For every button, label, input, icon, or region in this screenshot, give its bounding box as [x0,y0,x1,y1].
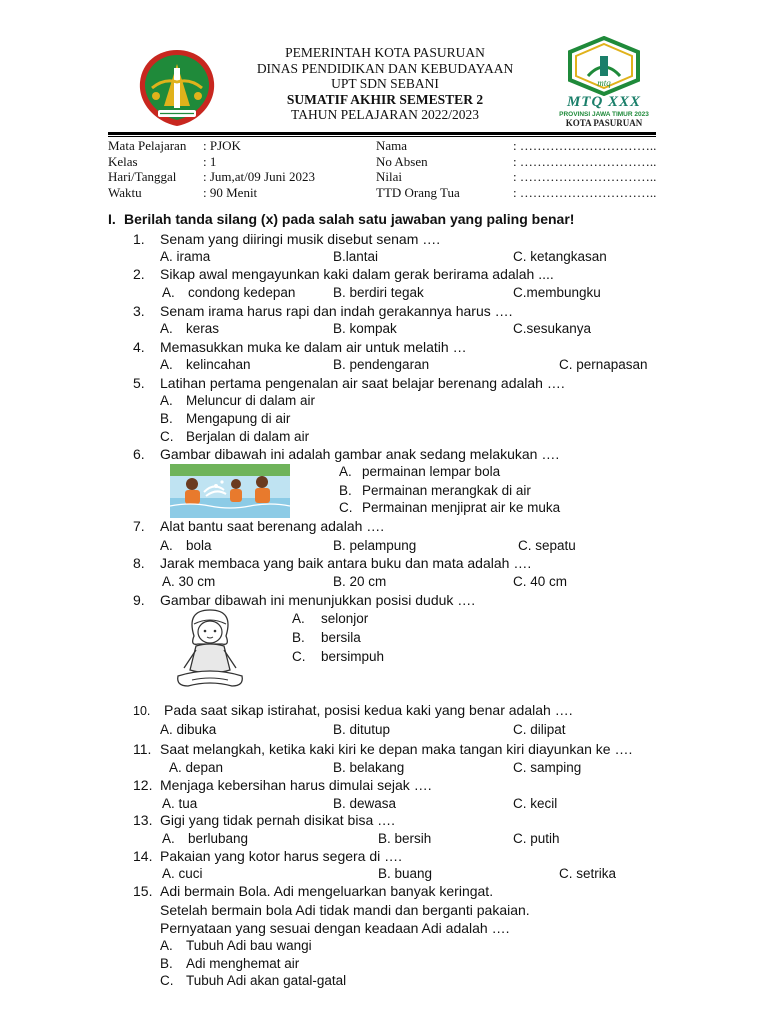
ident-label: Kelas [108,153,138,169]
option-b[interactable]: B. pendengaran [333,357,430,372]
option-a[interactable]: A. Meluncur di dalam air [160,393,316,408]
option-a[interactable]: A. keras [160,321,220,336]
option-a[interactable]: A. condong kedepan [162,285,296,300]
option-c[interactable]: C. ketangkasan [513,249,607,264]
option-a[interactable]: A. permainan lempar bola [339,464,501,479]
option-a[interactable]: A. depan [169,760,224,775]
option-b[interactable]: B.lantai [333,249,379,264]
identity-left [108,138,315,200]
ident-label: No Absen [376,153,428,169]
question-6: 6. Gambar dibawah ini adalah gambar anak sedang melakukan …. [133,446,560,462]
option-c[interactable]: C.sesukanya [513,321,592,336]
question-8: 8. Jarak membaca yang baik antara buku dan mata adalah …. [133,555,532,571]
question-7: 7. Alat bantu saat berenang adalah …. [133,518,385,534]
option-c[interactable]: C. samping [513,760,582,775]
option-c[interactable]: C. Permainan menjiprat air ke muka [339,500,561,515]
option-a[interactable]: A. bola [160,538,212,553]
question-12: 12. Menjaga kebersihan harus dimulai sejak …. [133,777,432,793]
instruction-text: Berilah tanda silang (x) pada salah satu jawaban yang paling benar! [124,211,575,227]
children-splashing-water-illustration-icon [170,464,290,518]
option-b[interactable]: B. buang [378,866,433,881]
option-b[interactable]: B. dewasa [333,796,397,811]
option-c[interactable]: C. bersimpuh [292,649,385,664]
question-4: 4. Memasukkan muka ke dalam air untuk melatih … [133,339,467,355]
option-b[interactable]: B. belakang [333,760,405,775]
ident-label: TTD Orang Tua [376,184,460,200]
mtq-subtitle-city: KOTA PASURUAN [565,118,643,128]
option-b[interactable]: B. bersila [292,630,361,645]
question-15-context: Setelah bermain bola Adi tidak mandi dan berganti pakaian. [160,902,530,918]
option-c[interactable]: C. putih [513,831,560,846]
option-c[interactable]: C. setrika [559,866,617,881]
mtq-mark: mtq [597,78,611,88]
question-1: 1. Senam yang diiringi musik disebut senam …. [133,231,441,247]
option-a[interactable]: A. tua [162,796,198,811]
option-c[interactable]: C. pernapasan [559,357,648,372]
question-11: 11. Saat melangkah, ketika kaki kiri ke depan maka tangan kiri diayunkan ke …. [133,741,633,757]
section-number: I. [108,211,116,227]
question-3: 3. Senam irama harus rapi dan indah gerakannya harus …. [133,303,513,319]
header-line-school: UPT SDN SEBANI [331,76,439,91]
option-b[interactable]: B. Adi menghemat air [160,956,300,971]
option-b[interactable]: B. Mengapung di air [160,411,291,426]
mtq-logo [548,36,660,128]
ident-label: Nilai [376,169,402,184]
option-c[interactable]: C. dilipat [513,722,566,737]
option-b[interactable]: B. berdiri tegak [333,285,424,300]
question-5: 5. Latihan pertama pengenalan air saat belajar berenang adalah …. [133,375,565,391]
option-c[interactable]: C. sepatu [518,538,576,553]
question-10: 10. Pada saat sikap istirahat, posisi kedua kaki yang benar adalah …. [133,702,573,718]
ident-label: Mata Pelajaran [108,138,187,153]
question-14: 14. Pakaian yang kotor harus segera di …. [133,848,403,864]
option-a[interactable]: A. selonjor [292,611,369,626]
option-a[interactable]: A. Tubuh Adi bau wangi [160,938,312,953]
option-c[interactable]: C.membungku [513,285,601,300]
option-c[interactable]: C. Tubuh Adi akan gatal-gatal [160,973,347,988]
ident-label: Nama [376,138,408,153]
identity-right [376,138,656,200]
ident-value: : Jum,at/09 Juni 2023 [203,169,315,184]
ident-value: : 1 [203,153,217,169]
option-a[interactable]: A. kelincahan [160,357,251,372]
header-line-year: TAHUN PELAJARAN 2022/2023 [291,107,479,122]
option-a[interactable]: A. berlubang [162,831,249,846]
question-15: 15. Adi bermain Bola. Adi mengeluarkan banyak keringat. [133,883,494,899]
question-15-prompt: Pernyataan yang sesuai dengan keadaan Adi adalah …. [160,920,510,936]
ident-value: : ………………………….. [513,184,657,200]
header-line-exam: SUMATIF AKHIR SEMESTER 2 [286,91,484,107]
kota-pasuruan-emblem-icon [134,48,220,128]
mtq-emblem-icon [548,36,660,96]
option-a[interactable]: A. cuci [162,866,203,881]
option-b[interactable]: B. kompak [333,321,397,336]
mtq-subtitle-province: PROVINSI JAWA TIMUR 2023 [559,111,649,118]
header-divider-thick [108,132,656,135]
ident-value: : ………………………….. [513,153,657,169]
ident-label: Waktu [108,184,142,200]
section-instruction [108,211,574,227]
question-2: 2. Sikap awal mengayunkan kaki dalam gerak berirama adalah .... [133,266,554,282]
option-a[interactable]: A. irama [160,249,211,264]
option-c[interactable]: C. Berjalan di dalam air [160,429,310,444]
mtq-title: MTQ XXX [566,94,642,110]
ident-value: : 90 Menit [203,184,258,200]
ident-value: : ………………………….. [513,169,657,184]
option-b[interactable]: B. bersih [378,831,432,846]
ident-value: : ………………………….. [513,138,657,153]
question-13: 13. Gigi yang tidak pernah disikat bisa …. [133,812,396,828]
option-b[interactable]: B. 20 cm [333,574,387,589]
option-a[interactable]: A. 30 cm [162,574,216,589]
child-sitting-cross-legged-illustration-icon [172,606,248,692]
question-9: 9. Gambar dibawah ini menunjukkan posisi duduk …. [133,592,476,608]
header-line-government: PEMERINTAH KOTA PASURUAN [285,45,485,60]
option-b[interactable]: B. Permainan merangkak di air [339,483,531,498]
ident-label: Hari/Tanggal [108,169,177,184]
option-a[interactable]: A. dibuka [160,722,217,737]
ident-value: : PJOK [203,138,241,153]
option-c[interactable]: C. 40 cm [513,574,568,589]
letterhead [220,45,550,123]
header-line-agency: DINAS PENDIDIKAN DAN KEBUDAYAAN [256,60,514,76]
option-c[interactable]: C. kecil [513,796,558,811]
option-b[interactable]: B. pelampung [333,538,417,553]
header-divider-thin [108,136,656,137]
option-b[interactable]: B. ditutup [333,722,391,737]
